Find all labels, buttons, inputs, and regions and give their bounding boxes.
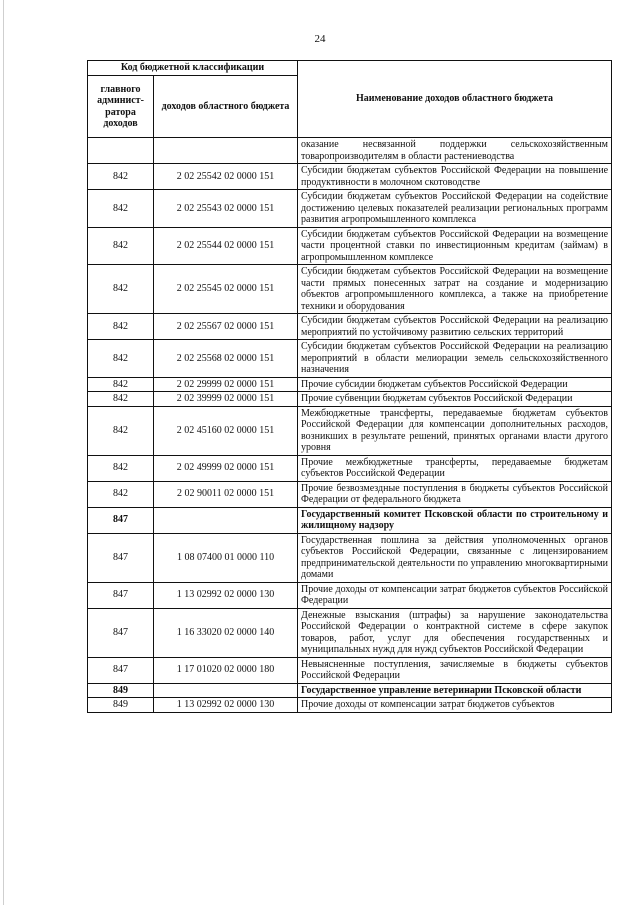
revenue-name-cell: Невыясненные поступления, зачисляемые в бюджеты субъектов Российской Федерации [298, 657, 612, 683]
revenue-name-cell: Субсидии бюджетам субъектов Российской Федерации на содействие достижению целевых показателей реализации региональных программ развития агропромышленного комплекса [298, 190, 612, 228]
admin-code-cell: 842 [88, 227, 154, 265]
revenue-classification-table [87, 60, 612, 713]
revenue-code-cell: 2 02 25543 02 0000 151 [154, 190, 298, 228]
revenue-code-cell: 1 13 02992 02 0000 130 [154, 582, 298, 608]
revenue-name-cell: Субсидии бюджетам субъектов Российской Федерации на реализацию мероприятий в области мелиорации земель сельскохозяйственного назначения [298, 340, 612, 378]
table-row [88, 683, 612, 698]
admin-code-cell: 842 [88, 314, 154, 340]
admin-code-cell: 842 [88, 190, 154, 228]
admin-code-cell: 842 [88, 392, 154, 407]
revenue-name-cell: Прочие доходы от компенсации затрат бюджетов субъектов Российской Федерации [298, 582, 612, 608]
revenue-code-cell: 2 02 25568 02 0000 151 [154, 340, 298, 378]
revenue-code-cell: 2 02 45160 02 0000 151 [154, 406, 298, 455]
admin-code-cell: 849 [88, 683, 154, 698]
table-body [88, 138, 612, 713]
revenue-code-cell: 2 02 25544 02 0000 151 [154, 227, 298, 265]
admin-code-cell: 849 [88, 698, 154, 713]
revenue-code-cell: 1 16 33020 02 0000 140 [154, 608, 298, 657]
scan-edge [3, 0, 4, 905]
revenue-name-cell: Государственное управление ветеринарии Псковской области [298, 683, 612, 698]
table-row [88, 314, 612, 340]
revenue-code-cell: 2 02 25545 02 0000 151 [154, 265, 298, 314]
header-admin: главного админист- ратора доходов [88, 76, 154, 138]
table-row [88, 698, 612, 713]
table-row [88, 190, 612, 228]
page-number: 24 [314, 33, 326, 45]
revenue-code-cell: 2 02 29999 02 0000 151 [154, 377, 298, 392]
revenue-name-cell: Денежные взыскания (штрафы) за нарушение законодательства Российской Федерации о контрактной системе в сфере закупок товаров, работ, услуг для обеспечения государственных и муниципальных нужд для нужд субъектов Российской Федерации [298, 608, 612, 657]
revenue-code-cell: 1 17 01020 02 0000 180 [154, 657, 298, 683]
table-row [88, 227, 612, 265]
table-row [88, 392, 612, 407]
revenue-code-cell: 2 02 25567 02 0000 151 [154, 314, 298, 340]
revenue-name-cell: Государственный комитет Псковской области по строительному и жилищному надзору [298, 507, 612, 533]
table-row [88, 340, 612, 378]
table-row [88, 507, 612, 533]
revenue-name-cell: Прочие субсидии бюджетам субъектов Российской Федерации [298, 377, 612, 392]
revenue-name-cell: Межбюджетные трансферты, передаваемые бюджетам субъектов Российской Федерации для компенсации дополнительных расходов, возникших в результате решений, принятых органами власти другого уровня [298, 406, 612, 455]
revenue-code-cell: 1 13 02992 02 0000 130 [154, 698, 298, 713]
table-row [88, 455, 612, 481]
admin-code-cell: 842 [88, 340, 154, 378]
header-name: Наименование доходов областного бюджета [298, 61, 612, 138]
table-row [88, 164, 612, 190]
admin-code-cell: 847 [88, 533, 154, 582]
revenue-code-cell [154, 683, 298, 698]
admin-code-cell: 847 [88, 582, 154, 608]
revenue-name-cell: Прочие субвенции бюджетам субъектов Российской Федерации [298, 392, 612, 407]
revenue-name-cell: Прочие безвозмездные поступления в бюджеты субъектов Российской Федерации от федерального бюджета [298, 481, 612, 507]
table-row [88, 265, 612, 314]
revenue-name-cell: Субсидии бюджетам субъектов Российской Федерации на возмещение части прямых понесенных затрат на создание и модернизацию объектов агропромышленного комплекса, а также на приобретение техники и оборудования [298, 265, 612, 314]
table-row [88, 406, 612, 455]
admin-code-cell [88, 138, 154, 164]
admin-code-cell: 847 [88, 507, 154, 533]
header-revenue: доходов областного бюджета [154, 76, 298, 138]
revenue-code-cell: 2 02 90011 02 0000 151 [154, 481, 298, 507]
revenue-name-cell: Субсидии бюджетам субъектов Российской Федерации на повышение продуктивности в молочном скотоводстве [298, 164, 612, 190]
admin-code-cell: 842 [88, 265, 154, 314]
admin-code-cell: 842 [88, 481, 154, 507]
revenue-code-cell: 2 02 25542 02 0000 151 [154, 164, 298, 190]
revenue-name-cell: Прочие межбюджетные трансферты, передаваемые бюджетам субъектов Российской Федерации [298, 455, 612, 481]
admin-code-cell: 842 [88, 377, 154, 392]
admin-code-cell: 842 [88, 164, 154, 190]
revenue-code-cell [154, 138, 298, 164]
table-row [88, 481, 612, 507]
admin-code-cell: 842 [88, 406, 154, 455]
revenue-name-cell: Государственная пошлина за действия уполномоченных органов субъектов Российской Федерации, связанные с лицензированием предпринимательской деятельности по управлению многоквартирными домами [298, 533, 612, 582]
admin-code-cell: 847 [88, 657, 154, 683]
admin-code-cell: 842 [88, 455, 154, 481]
revenue-code-cell: 2 02 49999 02 0000 151 [154, 455, 298, 481]
revenue-name-cell: Субсидии бюджетам субъектов Российской Федерации на возмещение части процентной ставки по инвестиционным кредитам (займам) в агропромышленном комплексе [298, 227, 612, 265]
revenue-code-cell: 1 08 07400 01 0000 110 [154, 533, 298, 582]
revenue-name-cell: оказание несвязанной поддержки сельскохозяйственным товаропроизводителям в области растениеводства [298, 138, 612, 164]
revenue-code-cell: 2 02 39999 02 0000 151 [154, 392, 298, 407]
header-budget-classification: Код бюджетной классификации [88, 61, 298, 76]
table-row [88, 582, 612, 608]
admin-code-cell: 847 [88, 608, 154, 657]
table-row [88, 377, 612, 392]
table-row [88, 608, 612, 657]
revenue-name-cell: Субсидии бюджетам субъектов Российской Федерации на реализацию мероприятий по устойчивому развитию сельских территорий [298, 314, 612, 340]
revenue-code-cell [154, 507, 298, 533]
revenue-name-cell: Прочие доходы от компенсации затрат бюджетов субъектов [298, 698, 612, 713]
table-row [88, 533, 612, 582]
table-row [88, 657, 612, 683]
table-row [88, 138, 612, 164]
